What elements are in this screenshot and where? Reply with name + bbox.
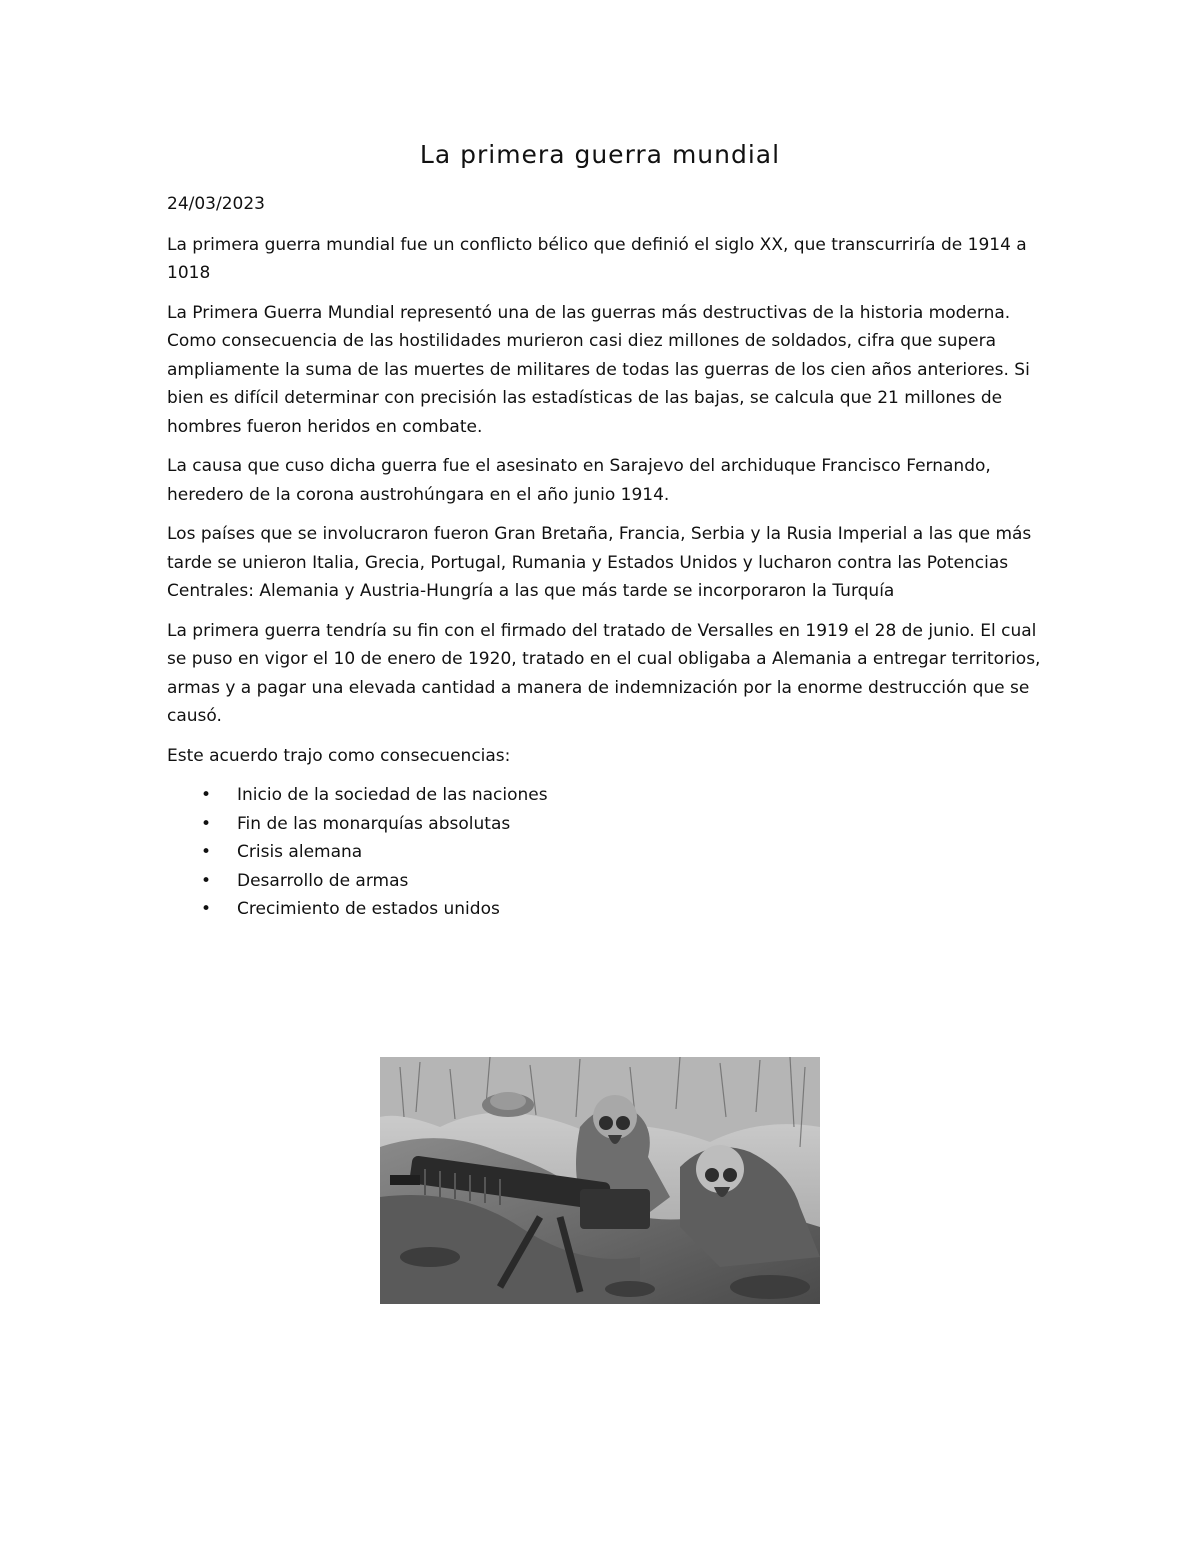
machine-gun-soldiers-image <box>380 1057 820 1304</box>
list-item <box>167 810 1047 839</box>
paragraph-treaty: La primera guerra tendría su fin con el firmado del tratado de Versalles en 1919 el 28 de junio. El cual se puso en vigor el 10 de enero de 1920, tratado en el cual obligaba a Alemania a entregar territorios, armas y a pagar una elevada cantidad a manera de indemnización por la enorme destrucción que se causó. <box>167 620 1041 726</box>
paragraph-cause: La causa que cuso dicha guerra fue el asesinato en Sarajevo del archiduque Francisco Fernando, heredero de la corona austrohúngara en el año junio 1914. <box>167 456 991 505</box>
bullet-icon: • <box>201 813 212 834</box>
list-item <box>167 838 1047 867</box>
paragraph-consequences-intro: Este acuerdo trajo como consecuencias: <box>167 745 511 766</box>
paragraph-intro: La primera guerra mundial fue un conflicto bélico que definió el siglo XX, que transcurriría de 1914 a 1018 <box>167 234 1027 283</box>
document-title: La primera guerra mundial <box>419 140 781 169</box>
war-photo <box>380 1057 820 1304</box>
bullet-icon: • <box>201 842 212 862</box>
paragraph-countries: Los países que se involucraron fueron Gran Bretaña, Francia, Serbia y la Rusia Imperial a las que más tarde se unieron Italia, Grecia, Portugal, Rumania y Estados Unidos y lucharon contra las Potencias Centrales: Alemania y Austria-Hungría a las que más tarde se incorporaron la Turquía <box>167 524 1032 601</box>
list-item <box>167 781 1047 810</box>
list-item-text: Desarrollo de armas <box>237 870 409 891</box>
bullet-icon: • <box>201 870 212 891</box>
bullet-icon: • <box>201 899 212 919</box>
consequences-list <box>167 781 1047 924</box>
list-item-text: Fin de las monarquías absolutas <box>237 813 511 834</box>
list-item-text: Crecimiento de estados unidos <box>237 899 500 919</box>
list-item <box>167 867 1047 896</box>
document-body <box>167 190 1047 924</box>
list-item-text: Inicio de la sociedad de las naciones <box>237 785 548 805</box>
document-date: 24/03/2023 <box>167 194 265 214</box>
bullet-icon: • <box>201 785 212 805</box>
list-item <box>167 895 1047 924</box>
paragraph-destruction: La Primera Guerra Mundial representó una de las guerras más destructivas de la historia moderna. Como consecuencia de las hostilidades murieron casi diez millones de soldados, cifra que supera ampliamente la suma de las muertes de militares de todas las guerras de los cien años anteriores. Si bien es difícil determinar con precisión las estadísticas de las bajas, se calcula que 21 millones de hombres fueron heridos en combate. <box>167 302 1030 437</box>
list-item-text: Crisis alemana <box>237 842 363 862</box>
